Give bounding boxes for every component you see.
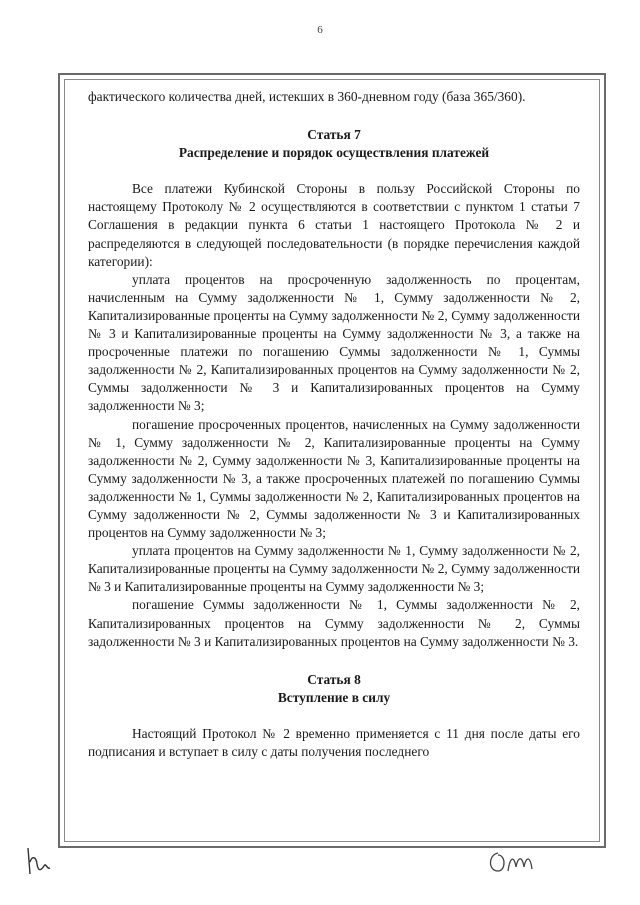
article-7-number: Статья 7: [307, 127, 361, 143]
lead-paragraph: фактического количества дней, истекших в 360-дневном году (база 365/360).: [88, 89, 526, 104]
article-7-intro: Все платежи Кубинской Стороны в пользу Российской Стороны по настоящему Протоколу № 2 осуществляются в соответствии с пунктом 1 статьи 7 Соглашения в редакции пункта 6 статьи 1 настоящего Протокола № 2 и распределяются в следующей последовательности (в порядке перечисления каждой категории):: [88, 181, 580, 269]
spacer: [88, 707, 580, 725]
handwritten-initials-left: [22, 842, 58, 882]
handwritten-initials-right: [484, 845, 544, 877]
page-number: 6: [317, 24, 323, 36]
spacer: [88, 651, 580, 671]
spacer: [88, 162, 580, 180]
article-7-item: уплата процентов на просроченную задолженность по процентам, начисленным на Сумму задолженности № 1, Сумму задолженности № 2, Капитализированные проценты на Сумму задолженности № 2, Сумму задолженности № 3 и Капитализированные проценты на Сумму задолженности № 3, а также на просроченные платежи по погашению Суммы задолженности № 1, Суммы задолженности № 2, Капитализированных процентов на Сумму задолженности № 2, Суммы задолженности № 3 и Капитализированных процентов на Сумму задолженности № 3;: [88, 271, 580, 414]
spacer: [88, 106, 580, 126]
article-7-title: Распределение и порядок осуществления платежей: [178, 145, 490, 161]
article-8-number: Статья 8: [307, 671, 361, 687]
document-body: [88, 88, 580, 761]
article-7-item: уплата процентов на Сумму задолженности № 1, Сумму задолженности № 2, Капитализированные проценты на Сумму задолженности № 2, Сумму задолженности № 3 и Капитализированные проценты на Сумму задолженности № 3;: [88, 543, 580, 595]
article-7-item: погашение Суммы задолженности № 1, Суммы задолженности № 2, Капитализированных процентов на Сумму задолженности № 2, Суммы задолженности № 3 и Капитализированных процентов на Сумму задолженности № 3.: [88, 597, 580, 649]
article-7-item: погашение просроченных процентов, начисленных на Сумму задолженности № 1, Сумму задолженности № 2, Капитализированные проценты на Сумму задолженности № 2, Сумму задолженности № 3, Капитализированные проценты на Сумму задолженности № 3, а также просроченных платежей по погашению Суммы задолженности № 1, Суммы задолженности № 2, Капитализированных процентов на Сумму задолженности № 2, Суммы задолженности № 3 и Капитализированных процентов на Сумму задолженности № 3;: [88, 416, 580, 541]
article-8-title: Вступление в силу: [277, 689, 391, 705]
article-8-text: Настоящий Протокол № 2 временно применяется с 11 дня после даты его подписания и вступает в силу с даты получения последнего: [88, 725, 580, 759]
